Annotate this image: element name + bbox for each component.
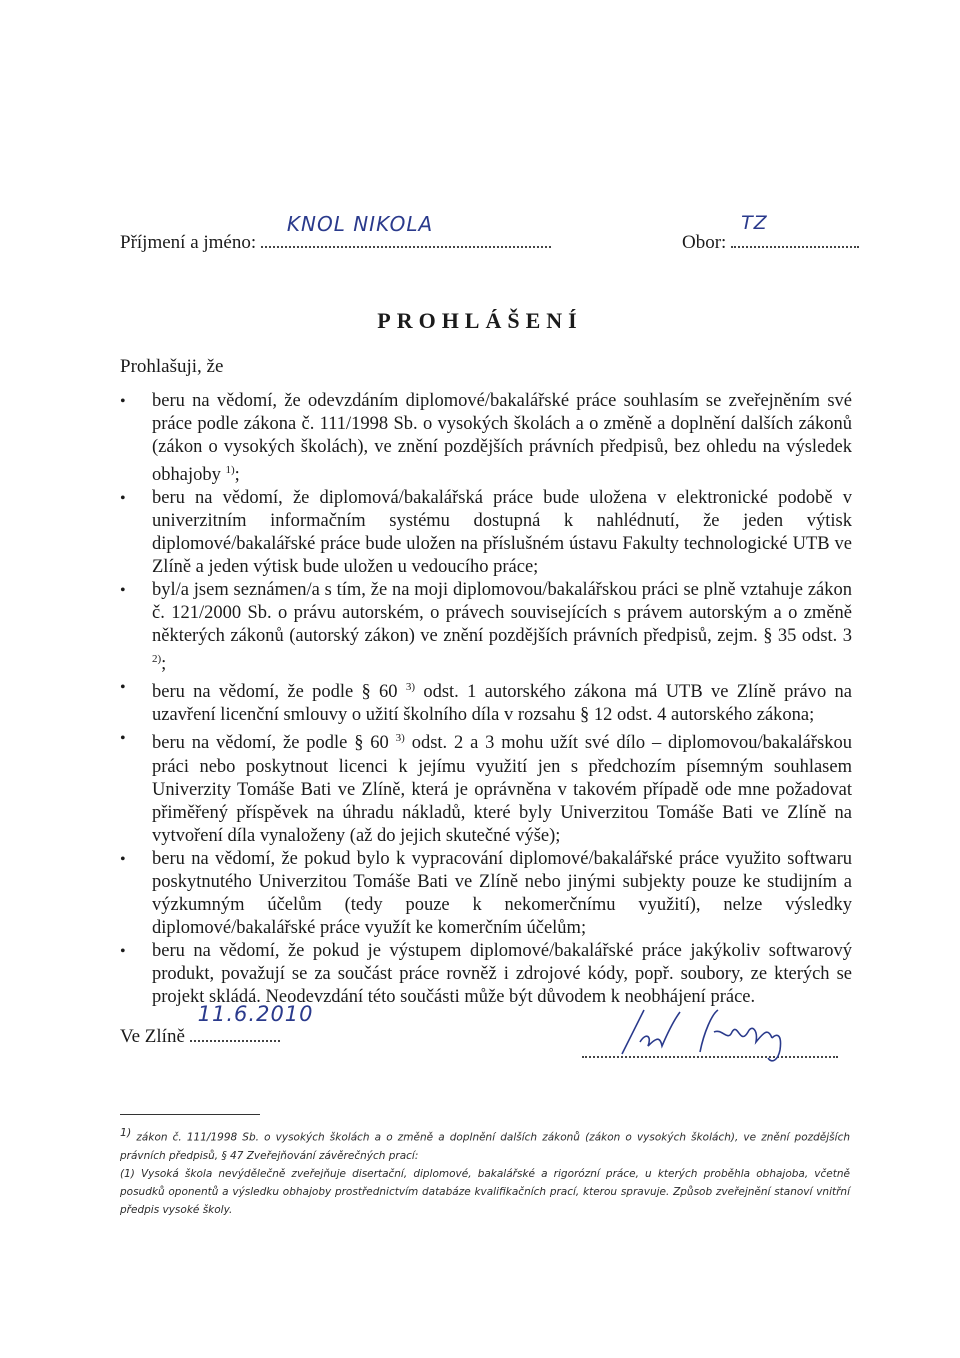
place-label: Ve Zlíně bbox=[120, 1026, 185, 1047]
list-item: • beru na vědomí, že odevzdáním diplomové/bakalářské práce souhlasím se zveřejněním své práce podle zákona č. 111/1998 Sb. o vysokých školách a o změně a doplnění dalších zákonů (zákon o vysokých školách), ve znění pozdějších právních předpisů, bez ohledu na výsledek obhajoby $^{1)}$; bbox=[120, 390, 852, 487]
place-date-field bbox=[120, 1002, 314, 1048]
footnote-1-paragraph: (1) Vysoká škola nevýdělečně zveřejňuje disertační, diplomové, bakalářské a rigorózní práce, u kterých proběhla obhajoba, včetně posudků oponentů a výsledku obhajoby prostřednictvím databáze kvalifikačních prací, kterou spravuje. Způsob zveřejnění stanoví vnitřní předpis vysoké školy. bbox=[120, 1167, 850, 1216]
declaration-list bbox=[120, 390, 852, 1009]
footnote-divider bbox=[120, 1114, 260, 1115]
signature-line bbox=[582, 1020, 838, 1058]
name-label: Příjmení a jméno: bbox=[120, 232, 257, 253]
footnotes bbox=[120, 1124, 850, 1219]
name-field bbox=[120, 212, 551, 254]
list-item: • beru na vědomí, že podle § 60 $^{3)}$ odst. 2 a 3 mohu užít své dílo – diplomovou/bakalářskou práci nebo poskytnout licenci k jejímu využití jen s předchozím písemným souhlasem Univerzity Tomáše Bati ve Zlíně, která je oprávněna v takovém případě ode mne požadovat přiměřený příspěvek na úhradu nákladů, které byly Univerzitou Tomáše Bati ve Zlíně na vytvoření díla vynaloženy (až do jejich skutečné výše); bbox=[120, 727, 852, 847]
obor-label: Obor: bbox=[682, 232, 727, 253]
page-title: PROHLÁŠENÍ bbox=[377, 308, 583, 333]
date-dotted-line bbox=[190, 1002, 314, 1042]
obor-handwritten-value: TZ bbox=[741, 212, 768, 234]
footnote-1: $^{1)}$ zákon č. 111/1998 Sb. o vysokých školách a o změně a doplnění dalších zákonů (zákon o vysokých školách), ve znění pozdějších právních předpisů, § 47 Zveřejňování závěrečných prací: bbox=[120, 1126, 850, 1162]
intro-text: Prohlašuji, že bbox=[120, 356, 224, 377]
obor-field bbox=[682, 212, 859, 254]
obor-dotted-line bbox=[731, 212, 859, 248]
name-dotted-line bbox=[261, 212, 551, 248]
list-item: • byl/a jsem seznámen/a s tím, že na moji diplomovou/bakalářskou práci se plně vztahuje zákon č. 121/2000 Sb. o právu autorském, o právech souvisejících s právem autorským a o změně některých zákonů (autorský zákon) ve znění pozdějších právních předpisů, zejm. § 35 odst. 3 $^{2)}$; bbox=[120, 579, 852, 676]
list-item: • beru na vědomí, že pokud je výstupem diplomové/bakalářské práce jakýkoliv softwarový produkt, považují se za součást práce rovněž i zdrojové kódy, popř. soubory, ze kterých se projekt skládá. Neodevzdání této součásti může být důvodem k neobhájení práce. bbox=[120, 940, 852, 1009]
date-handwritten-value: 11.6.2010 bbox=[197, 1002, 314, 1026]
handwritten-signature bbox=[582, 1002, 838, 1062]
list-item: • beru na vědomí, že pokud bylo k vypracování diplomové/bakalářské práce využito softwaru poskytnutého Univerzitou Tomáše Bati ve Zlíně nebo jinými subjekty pouze ke studijním a výzkumným účelům (tedy pouze k nekomerčnímu využití), nelze výsledky diplomové/bakalářské práce využít ke komerčním účelům; bbox=[120, 848, 852, 940]
list-item: • beru na vědomí, že diplomová/bakalářská práce bude uložena v elektronické podobě v univerzitním informačním systému dostupná k nahlédnutí, že jeden výtisk diplomové/bakalářské práce bude uložen na příslušném ústavu Fakulty technologické UTB ve Zlíně a jeden výtisk bude uložen u vedoucího práce; bbox=[120, 487, 852, 579]
name-handwritten-value: KNOL NIKOLA bbox=[286, 212, 434, 236]
list-item: • beru na vědomí, že podle § 60 $^{3)}$ odst. 1 autorského zákona má UTB ve Zlíně právo na uzavření licenční smlouvy o užití školního díla v rozsahu § 12 odst. 4 autorského zákona; bbox=[120, 676, 852, 727]
